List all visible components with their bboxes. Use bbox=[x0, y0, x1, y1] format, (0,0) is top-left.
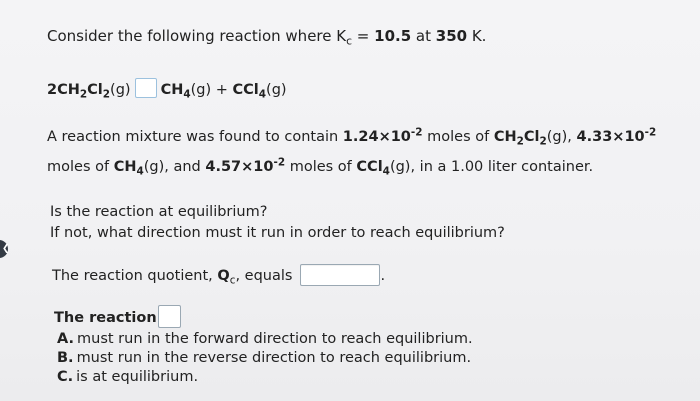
reaction-arrow-image bbox=[135, 78, 157, 98]
quotient-period: . bbox=[380, 268, 386, 284]
formula-part: CCl bbox=[356, 159, 383, 175]
formula-part: Cl bbox=[523, 129, 540, 145]
paragraph-text: moles of bbox=[422, 129, 494, 145]
option-letter: B. bbox=[57, 350, 74, 366]
intro-text: Consider the following reaction where K bbox=[47, 27, 347, 45]
option-text: must run in the reverse direction to reach equilibrium. bbox=[76, 350, 472, 366]
paragraph-text: A reaction mixture was found to contain bbox=[47, 129, 343, 145]
amount-mantissa: 4.33×10 bbox=[576, 129, 645, 145]
product-part: CCl bbox=[232, 82, 259, 98]
ccl4-amount bbox=[205, 156, 286, 175]
amount-exponent: -2 bbox=[644, 126, 657, 139]
qc-symbol: Q bbox=[217, 268, 230, 284]
mixture-paragraph-line1 bbox=[47, 126, 657, 148]
reaction-direction-prompt bbox=[54, 305, 181, 328]
ch4-formula bbox=[113, 159, 144, 178]
amount-mantissa: 1.24×10 bbox=[342, 129, 411, 145]
paragraph-text: moles of bbox=[47, 159, 114, 175]
amount-exponent: -2 bbox=[273, 156, 286, 169]
reactant-part: 2CH bbox=[47, 82, 80, 98]
formula-sub: 4 bbox=[382, 165, 390, 178]
reactant-formula bbox=[47, 82, 111, 101]
paragraph-text: (g), and bbox=[143, 159, 206, 175]
direction-question: If not, what direction must it run in order to reach equilibrium? bbox=[50, 225, 505, 241]
option-letter: C. bbox=[57, 369, 74, 385]
paragraph-text: moles of bbox=[285, 159, 357, 175]
product-sub: 4 bbox=[258, 88, 267, 101]
ch2cl2-formula bbox=[493, 129, 547, 148]
qc-subscript: c bbox=[229, 274, 236, 287]
equilibrium-question: Is the reaction at equilibrium? bbox=[50, 204, 268, 220]
option-letter: A. bbox=[57, 331, 74, 347]
reaction-label: The reaction bbox=[54, 310, 157, 326]
at-word: at bbox=[411, 27, 436, 45]
quotient-prompt bbox=[52, 264, 385, 286]
temperature-unit: K. bbox=[467, 27, 487, 45]
product-sub: 4 bbox=[183, 88, 191, 101]
formula-part: CH bbox=[113, 159, 137, 175]
quotient-text: , equals bbox=[235, 268, 293, 284]
reactant-sub: 2 bbox=[79, 88, 88, 101]
qc-answer-input[interactable] bbox=[300, 264, 380, 286]
option-text: must run in the forward direction to reach equilibrium. bbox=[77, 331, 473, 347]
mixture-paragraph-line2 bbox=[47, 156, 594, 178]
product-phase: (g) bbox=[266, 82, 287, 98]
paragraph-text: (g), in a 1.00 liter container. bbox=[389, 159, 594, 175]
product-part: CH bbox=[160, 82, 184, 98]
plus-sign: + bbox=[211, 82, 233, 98]
product2-formula bbox=[232, 82, 267, 101]
chevron-left-icon: ❮ bbox=[2, 244, 10, 254]
question-intro bbox=[47, 27, 487, 48]
ccl4-formula bbox=[356, 159, 390, 178]
reaction-equation bbox=[47, 78, 287, 101]
amount-mantissa: 4.57×10 bbox=[205, 159, 274, 175]
product-phase: (g) bbox=[190, 82, 212, 98]
option-b bbox=[57, 350, 471, 366]
option-text: is at equilibrium. bbox=[76, 369, 199, 385]
kc-value: 10.5 bbox=[374, 27, 412, 45]
formula-sub: 4 bbox=[136, 165, 144, 178]
reaction-answer-input[interactable] bbox=[158, 305, 181, 328]
option-a bbox=[57, 331, 473, 347]
ch2cl2-amount bbox=[342, 126, 423, 145]
temperature-value: 350 bbox=[435, 27, 468, 45]
product1-formula bbox=[160, 82, 191, 101]
ch4-amount bbox=[576, 126, 657, 145]
formula-part: CH bbox=[493, 129, 517, 145]
equals-sign: = bbox=[352, 27, 375, 45]
quotient-text: The reaction quotient, bbox=[52, 268, 218, 284]
reactant-sub: 2 bbox=[102, 88, 111, 101]
reactant-phase: (g) bbox=[110, 82, 131, 98]
formula-sub: 2 bbox=[516, 135, 524, 148]
kc-subscript: c bbox=[346, 34, 353, 48]
paragraph-text: (g), bbox=[546, 129, 577, 145]
option-c bbox=[57, 369, 198, 385]
reactant-part: Cl bbox=[87, 82, 103, 98]
amount-exponent: -2 bbox=[410, 126, 423, 139]
formula-sub: 2 bbox=[539, 135, 547, 148]
